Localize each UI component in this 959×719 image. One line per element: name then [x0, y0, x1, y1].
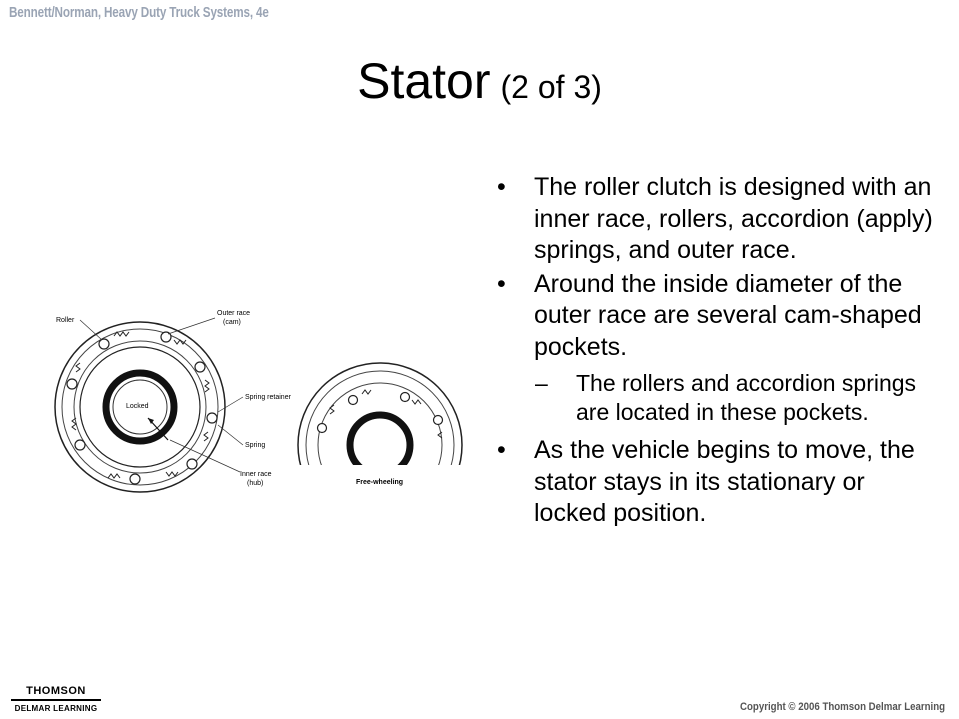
bullet-text: The roller clutch is designed with an inner race, rollers, accordion (apply) springs, and outer race. [534, 173, 933, 264]
sub-bullet-text: The rollers and accordion springs are located in these pockets. [576, 370, 917, 425]
logo-top-text: THOMSON [26, 685, 86, 697]
label-spring-retainer: Spring retainer [245, 394, 291, 401]
bullet-glyph: • [497, 436, 506, 464]
locked-clutch [55, 310, 292, 492]
label-outer-race: Outer race [217, 310, 251, 317]
label-locked: Locked [126, 403, 149, 410]
bullet-list [497, 172, 937, 530]
bullet-item [497, 172, 937, 267]
free-wheeling-clutch [290, 363, 475, 500]
label-free-wheeling: Free-wheeling [356, 479, 404, 486]
bullet-item [497, 269, 937, 364]
bullet-item [497, 435, 937, 530]
dash-glyph: – [535, 370, 548, 396]
roller-clutch-diagram [50, 300, 480, 500]
copyright-notice: Copyright © 2006 Thomson Delmar Learning [740, 701, 946, 713]
thomson-logo [11, 685, 101, 713]
label-inner-race: Inner race [240, 471, 272, 478]
bullet-glyph: • [497, 269, 506, 298]
label-spring: Spring [245, 442, 266, 449]
title-main: Stator [357, 53, 491, 109]
sub-bullet-item [497, 369, 937, 427]
logo-divider [11, 699, 101, 701]
bullet-glyph: • [497, 173, 506, 201]
label-roller: Roller [56, 317, 75, 324]
slide-title [0, 52, 959, 110]
label-hub: (hub) [247, 480, 264, 487]
bullet-text: As the vehicle begins to move, the stator stays in its stationary or locked position. [534, 436, 915, 527]
bullet-text: Around the inside diameter of the outer race are several cam-shaped pockets. [534, 269, 922, 361]
title-subtitle: (2 of 3) [500, 69, 602, 105]
book-title: Bennett/Norman, Heavy Duty Truck Systems, 4e [9, 4, 269, 21]
logo-bottom-text: DELMAR LEARNING [14, 704, 98, 713]
label-cam: (cam) [223, 319, 241, 326]
